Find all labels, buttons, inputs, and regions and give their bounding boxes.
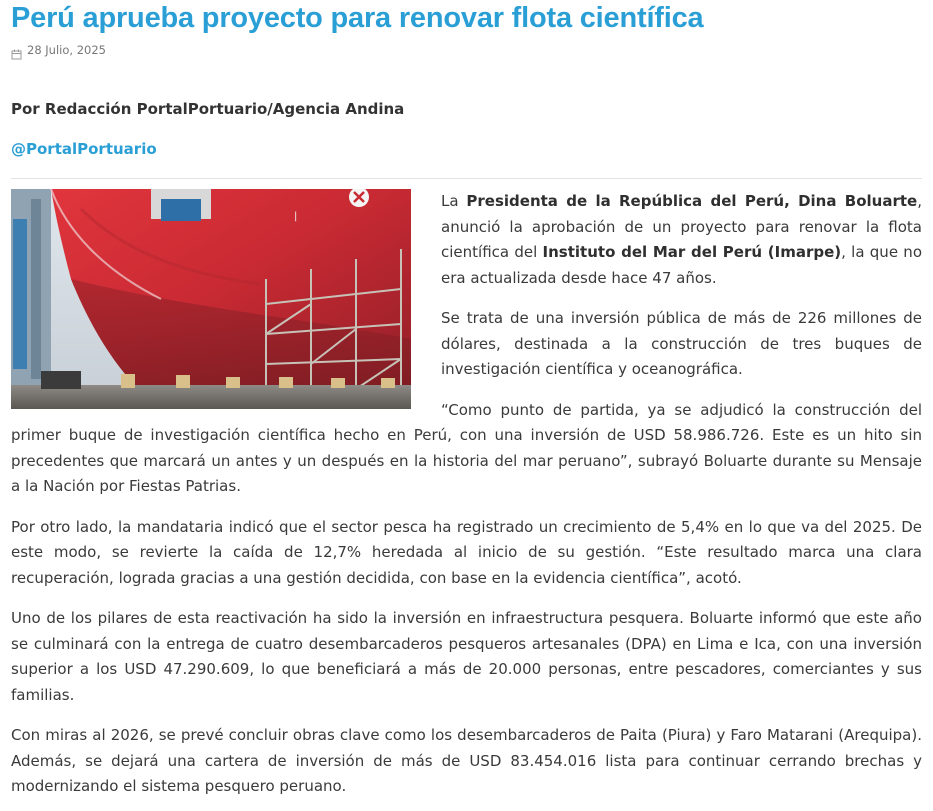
article-paragraph-6: Con miras al 2026, se prevé concluir obras clave como los desembarcaderos de Paita (Piura) y Faro Matarani (Arequipa). Además, se dejará una cartera de inversión de más de USD 83.454.016 lista para continuar cerrando brechas y modernizando el sistema pesquero peruano. [11,726,922,795]
calendar-icon [11,45,22,56]
article-paragraph-3: “Como punto de partida, ya se adjudicó la construcción del primer buque de investigación científica hecho en Perú, con una inversión de USD 58.986.726. Este es un hito sin precedentes que marcará un antes y un después en la historia del mar peruano”, subrayó Boluarte durante su Mensaje a la Nación por Fiestas Patrias. [11,400,922,495]
article-byline: Por Redacción PortalPortuario/Agencia Andina [11,100,405,118]
publish-date: 28 Julio, 2025 [27,43,106,57]
bold-name-imarpe: Instituto del Mar del Perú (Imarpe) [542,243,842,261]
divider [11,178,922,179]
article-meta [11,42,106,58]
article-paragraph-5: Uno de los pilares de esta reactivación ha sido la inversión en infraestructura pesquera. Boluarte informó que este año se culminará con la entrega de cuatro desembarcaderos pesqueros artesanales (DPA) en Lima e Ica, con una inversión superior a los USD 47.290.609, lo que beneficiará a más de 20.000 personas, entre pescadores, comerciantes y sus familias. [11,609,922,704]
twitter-handle-link[interactable]: @PortalPortuario [11,140,157,158]
bold-name-president: Presidenta de la República del Perú, Dina Boluarte [466,192,918,210]
article-body [11,189,922,811]
article-paragraph-2: Se trata de una inversión pública de más de 226 millones de dólares, destinada a la construcción de tres buques de investigación científica y oceanográfica. [441,309,922,378]
article-paragraph-1: La Presidenta de la República del Perú, Dina Boluarte, anunció la aprobación de un proyecto para renovar la flota científica del Instituto del Mar del Perú (Imarpe), la que no era actualizada desde hace 47 años. [441,192,922,287]
article-title: Perú aprueba proyecto para renovar flota científica [11,2,704,34]
article-paragraph-4: Por otro lado, la mandataria indicó que el sector pesca ha registrado un crecimiento de 5,4% en lo que va del 2025. De este modo, se revierte la caída de 12,7% heredada al inicio de su gestión. “Este resultado marca una clara recuperación, lograda gracias a una gestión decidida, con base en la evidencia científica”, acotó. [11,517,922,587]
image-spacer [11,189,441,411]
svg-text:|: | [294,211,298,222]
